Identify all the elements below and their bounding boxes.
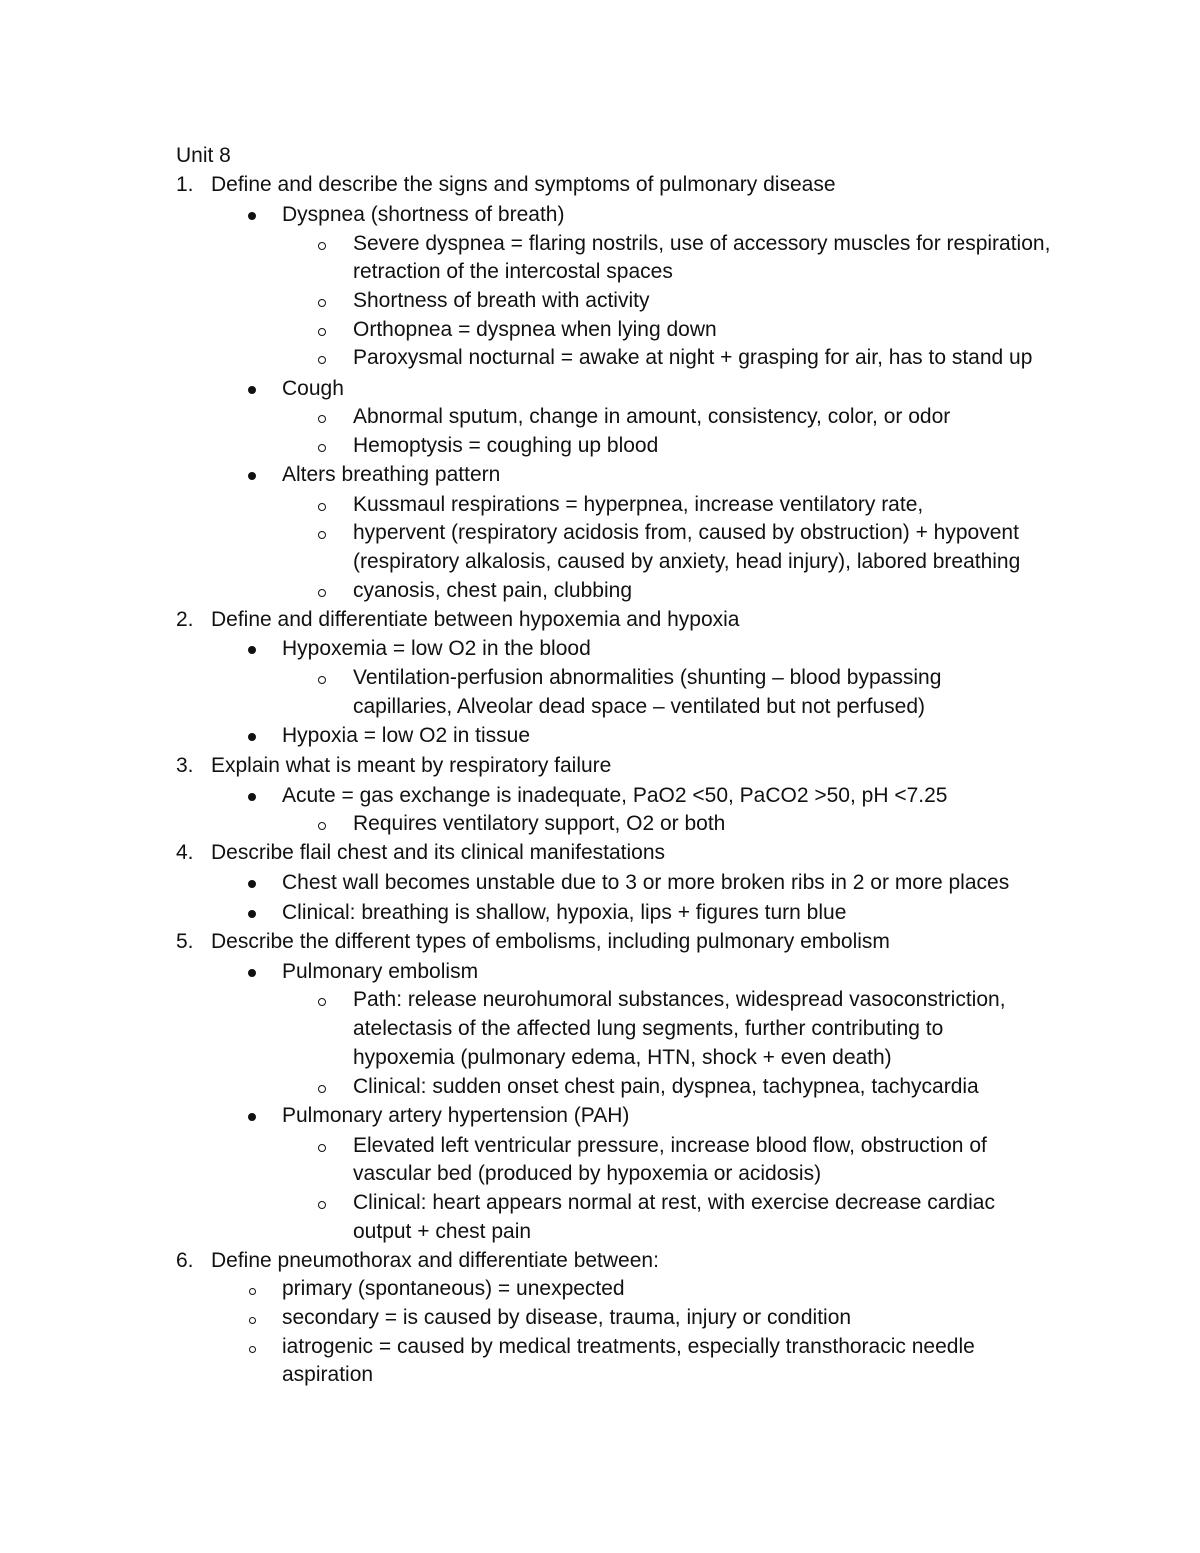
bullet-dot-icon [248,793,256,801]
bullet-circle-icon [249,1346,256,1353]
list-item-text: Ventilation-perfusion abnormalities (shunting – blood bypassing [353,666,942,689]
list-item-text: iatrogenic = caused by medical treatments, especially transthoracic needle [282,1335,975,1358]
list-item-text: retraction of the intercostal spaces [353,260,673,283]
list-item-text: Alters breathing pattern [282,463,501,486]
list-item-text: Orthopnea = dyspnea when lying down [353,318,717,341]
list-item-text: Cough [282,377,344,400]
bullet-dot-icon [248,212,256,220]
bullet-circle-icon [318,356,326,364]
list-heading: Define and describe the signs and symptoms of pulmonary disease [211,173,836,196]
bullet-circle-icon [249,1288,256,1295]
bullet-dot-icon [248,386,256,394]
list-heading: Describe the different types of embolisms, including pulmonary embolism [211,930,890,953]
list-item-text: Severe dyspnea = flaring nostrils, use of accessory muscles for respiration, [353,232,1051,255]
bullet-circle-icon [318,503,326,511]
list-item-text: Path: release neurohumoral substances, widespread vasoconstriction, [353,988,1006,1011]
bullet-circle-icon [318,242,326,250]
list-item-text: cyanosis, chest pain, clubbing [353,579,632,602]
list-number: 4. [176,841,194,864]
document-title: Unit 8 [176,144,231,167]
list-heading: Describe flail chest and its clinical manifestations [211,841,666,864]
bullet-dot-icon [248,472,256,480]
list-item-text: Clinical: sudden onset chest pain, dyspnea, tachypnea, tachycardia [353,1075,979,1098]
list-item-text: Hemoptysis = coughing up blood [353,434,659,457]
bullet-circle-icon [318,822,326,830]
list-item-text: Clinical: heart appears normal at rest, with exercise decrease cardiac [353,1191,995,1214]
list-number: 2. [176,608,194,631]
list-item-text: Requires ventilatory support, O2 or both [353,812,726,835]
bullet-circle-icon [318,1085,326,1093]
list-item-text: Shortness of breath with activity [353,289,650,312]
list-number: 1. [176,173,194,196]
list-item-text: hypervent (respiratory acidosis from, caused by obstruction) + hypovent [353,521,1019,544]
list-item-text: Pulmonary artery hypertension (PAH) [282,1104,630,1127]
list-item-text: (respiratory alkalosis, caused by anxiety, head injury), labored breathing [353,550,1021,573]
list-item-text: output + chest pain [353,1220,532,1243]
list-item-text: Chest wall becomes unstable due to 3 or more broken ribs in 2 or more places [282,871,1010,894]
list-item-text: Paroxysmal nocturnal = awake at night + grasping for air, has to stand up [353,346,1033,369]
list-item-text: atelectasis of the affected lung segments, further contributing to [353,1017,944,1040]
list-item-text: Dyspnea (shortness of breath) [282,203,565,226]
bullet-dot-icon [248,910,256,918]
list-item-text: capillaries, Alveolar dead space – ventilated but not perfused) [353,695,926,718]
bullet-dot-icon [248,733,256,741]
list-number: 5. [176,930,194,953]
list-item-text: Pulmonary embolism [282,960,479,983]
list-heading: Explain what is meant by respiratory failure [211,754,612,777]
bullet-circle-icon [318,998,326,1006]
list-item-text: vascular bed (produced by hypoxemia or acidosis) [353,1162,822,1185]
list-item-text: Clinical: breathing is shallow, hypoxia, lips + figures turn blue [282,901,847,924]
bullet-dot-icon [248,969,256,977]
list-item-text: Acute = gas exchange is inadequate, PaO2 <50, PaCO2 >50, pH <7.25 [282,784,948,807]
list-item-text: aspiration [282,1363,374,1386]
bullet-dot-icon [248,646,256,654]
list-number: 6. [176,1249,194,1272]
bullet-circle-icon [318,1144,326,1152]
bullet-dot-icon [248,880,256,888]
bullet-circle-icon [318,589,326,597]
bullet-circle-icon [318,531,326,539]
list-heading: Define and differentiate between hypoxemia and hypoxia [211,608,740,631]
bullet-circle-icon [318,444,326,452]
bullet-dot-icon [248,1113,256,1121]
bullet-circle-icon [249,1317,256,1324]
bullet-circle-icon [318,299,326,307]
bullet-circle-icon [318,676,326,684]
list-item-text: primary (spontaneous) = unexpected [282,1277,625,1300]
bullet-circle-icon [318,415,326,423]
list-heading: Define pneumothorax and differentiate between: [211,1249,659,1272]
bullet-circle-icon [318,1201,326,1209]
list-item-text: Hypoxemia = low O2 in the blood [282,637,591,660]
bullet-circle-icon [318,328,326,336]
list-item-text: Hypoxia = low O2 in tissue [282,724,531,747]
list-item-text: secondary = is caused by disease, trauma, injury or condition [282,1306,852,1329]
list-item-text: Elevated left ventricular pressure, increase blood flow, obstruction of [353,1134,987,1157]
list-number: 3. [176,754,194,777]
list-item-text: Kussmaul respirations = hyperpnea, increase ventilatory rate, [353,493,924,516]
list-item-text: Abnormal sputum, change in amount, consistency, color, or odor [353,405,951,428]
list-item-text: hypoxemia (pulmonary edema, HTN, shock + even death) [353,1046,892,1069]
